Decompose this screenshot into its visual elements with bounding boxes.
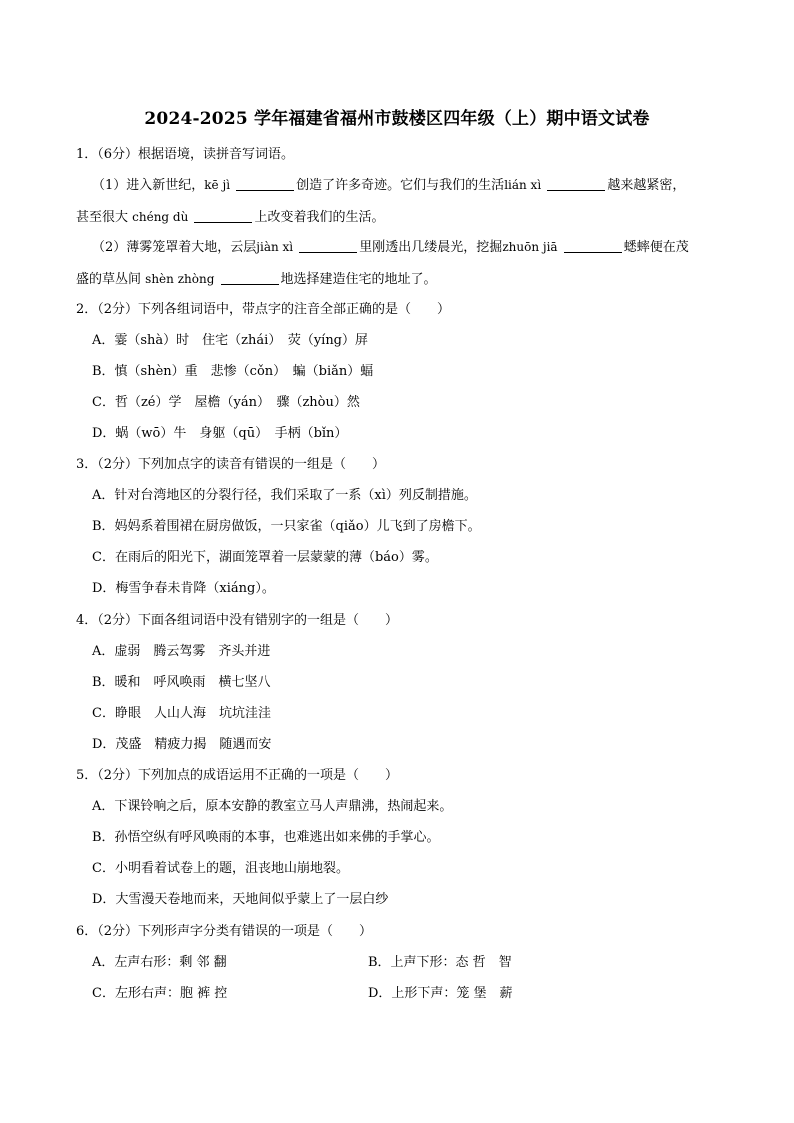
question-6-option-b[interactable]: B．上声下形：态 哲 智: [368, 955, 512, 970]
q1-text: 上改变着我们的生活。: [254, 210, 385, 225]
question-2-option-c[interactable]: C．哲（zé）学 屋檐（yán） 骤（zhòu）然: [92, 395, 360, 410]
q1-text: 里刚透出几缕晨光，挖掘: [359, 240, 503, 255]
question-6-option-c[interactable]: C．左形右声：胞 裤 控: [92, 986, 228, 1001]
question-5-option-a[interactable]: A．下课铃响之后，原本安静的教室立马人声鼎沸，热闹起来。: [92, 799, 453, 814]
question-3-stem: 3．（2分）下列加点字的读音有错误的一组是（ ）: [76, 457, 386, 472]
question-5-stem: 5．（2分）下列加点的成语运用不正确的一项是（ ）: [76, 768, 399, 783]
q1-text: 地选择建造住宅的地址了。: [280, 272, 437, 287]
answer-blank[interactable]: [194, 210, 252, 223]
question-3-option-c[interactable]: C．在雨后的阳光下，湖面笼罩着一层蒙蒙的薄（báo）雾。: [92, 550, 438, 565]
question-2-option-b[interactable]: B．慎（shèn）重 悲惨（cǒn） 蝙（biǎn）蝠: [92, 364, 374, 379]
answer-blank[interactable]: [547, 178, 605, 191]
question-4-option-c[interactable]: C．睁眼 人山人海 坑坑洼洼: [92, 706, 271, 721]
question-1-part-2-line-2: [76, 270, 437, 289]
q1-text: 盛的草丛间: [76, 272, 142, 287]
question-4-option-a[interactable]: A．虚弱 腾云驾雾 齐头并进: [92, 644, 271, 659]
question-6-option-a[interactable]: A．左声右形：剩 邻 翻: [92, 955, 227, 970]
q1-pinyin: kē jì: [204, 178, 231, 192]
q1-pinyin: chéng dù: [132, 210, 189, 224]
q1-text: 蟋蟀便在茂: [623, 240, 689, 255]
answer-blank[interactable]: [299, 240, 357, 253]
answer-blank[interactable]: [236, 178, 294, 191]
q1-text: （1）进入新世纪，: [92, 178, 205, 193]
q1-pinyin: zhuōn jiā: [502, 240, 558, 254]
question-3-option-a[interactable]: A．针对台湾地区的分裂行径，我们采取了一系（xì）列反制措施。: [92, 488, 477, 503]
question-3-option-d[interactable]: D．梅雪争春未肯降（xiáng）。: [92, 581, 275, 596]
q1-text: 创造了许多奇迹。它们与我们的生活: [296, 178, 505, 193]
page-title: 2024-2025 学年福建省福州市鼓楼区四年级（上）期中语文试卷: [144, 109, 650, 129]
q1-pinyin: shèn zhòng: [145, 272, 215, 286]
question-1-stem: 1．（6分）根据语境，读拼音写词语。: [76, 147, 295, 162]
question-6-option-d[interactable]: D．上形下声：笼 堡 薪: [368, 986, 513, 1001]
question-3-option-b[interactable]: B．妈妈系着围裙在厨房做饭，一只家雀（qiǎo）儿飞到了房檐下。: [92, 519, 481, 534]
question-5-option-d[interactable]: D．大雪漫天卷地而来，天地间似乎蒙上了一层白纱: [92, 892, 389, 907]
question-1-part-2-line-1: [92, 238, 689, 257]
answer-blank[interactable]: [564, 240, 622, 253]
question-4-option-d[interactable]: D．茂盛 精疲力揭 随遇而安: [92, 737, 272, 752]
question-1-part-1-line-2: [76, 208, 385, 227]
question-4-stem: 4．（2分）下面各组词语中没有错别字的一组是（ ）: [76, 613, 399, 628]
question-6-stem: 6．（2分）下列形声字分类有错误的一项是（ ）: [76, 924, 373, 939]
question-2-option-d[interactable]: D．蜗（wō）牛 身躯（qū） 手柄（bǐn）: [92, 426, 348, 441]
q1-text: （2）薄雾笼罩着大地，云层: [92, 240, 257, 255]
question-1-part-1-line-1: [92, 176, 685, 195]
q1-pinyin: lián xì: [504, 178, 542, 192]
q1-text: 越来越紧密，: [607, 178, 686, 193]
question-5-option-b[interactable]: B．孙悟空纵有呼风唤雨的本事，也难逃出如来佛的手掌心。: [92, 830, 440, 845]
answer-blank[interactable]: [221, 272, 279, 285]
question-5-option-c[interactable]: C．小明看着试卷上的题，沮丧地山崩地裂。: [92, 861, 349, 876]
question-2-stem: 2．（2分）下列各组词语中，带点字的注音全部正确的是（ ）: [76, 302, 451, 317]
q1-text: 甚至很大: [76, 210, 129, 225]
q1-pinyin: jiàn xì: [256, 240, 294, 254]
question-2-option-a[interactable]: A．霎（shà）时 住宅（zhái） 荧（yíng）屏: [92, 333, 369, 348]
question-4-option-b[interactable]: B．暖和 呼风唤雨 横七坚八: [92, 675, 271, 690]
